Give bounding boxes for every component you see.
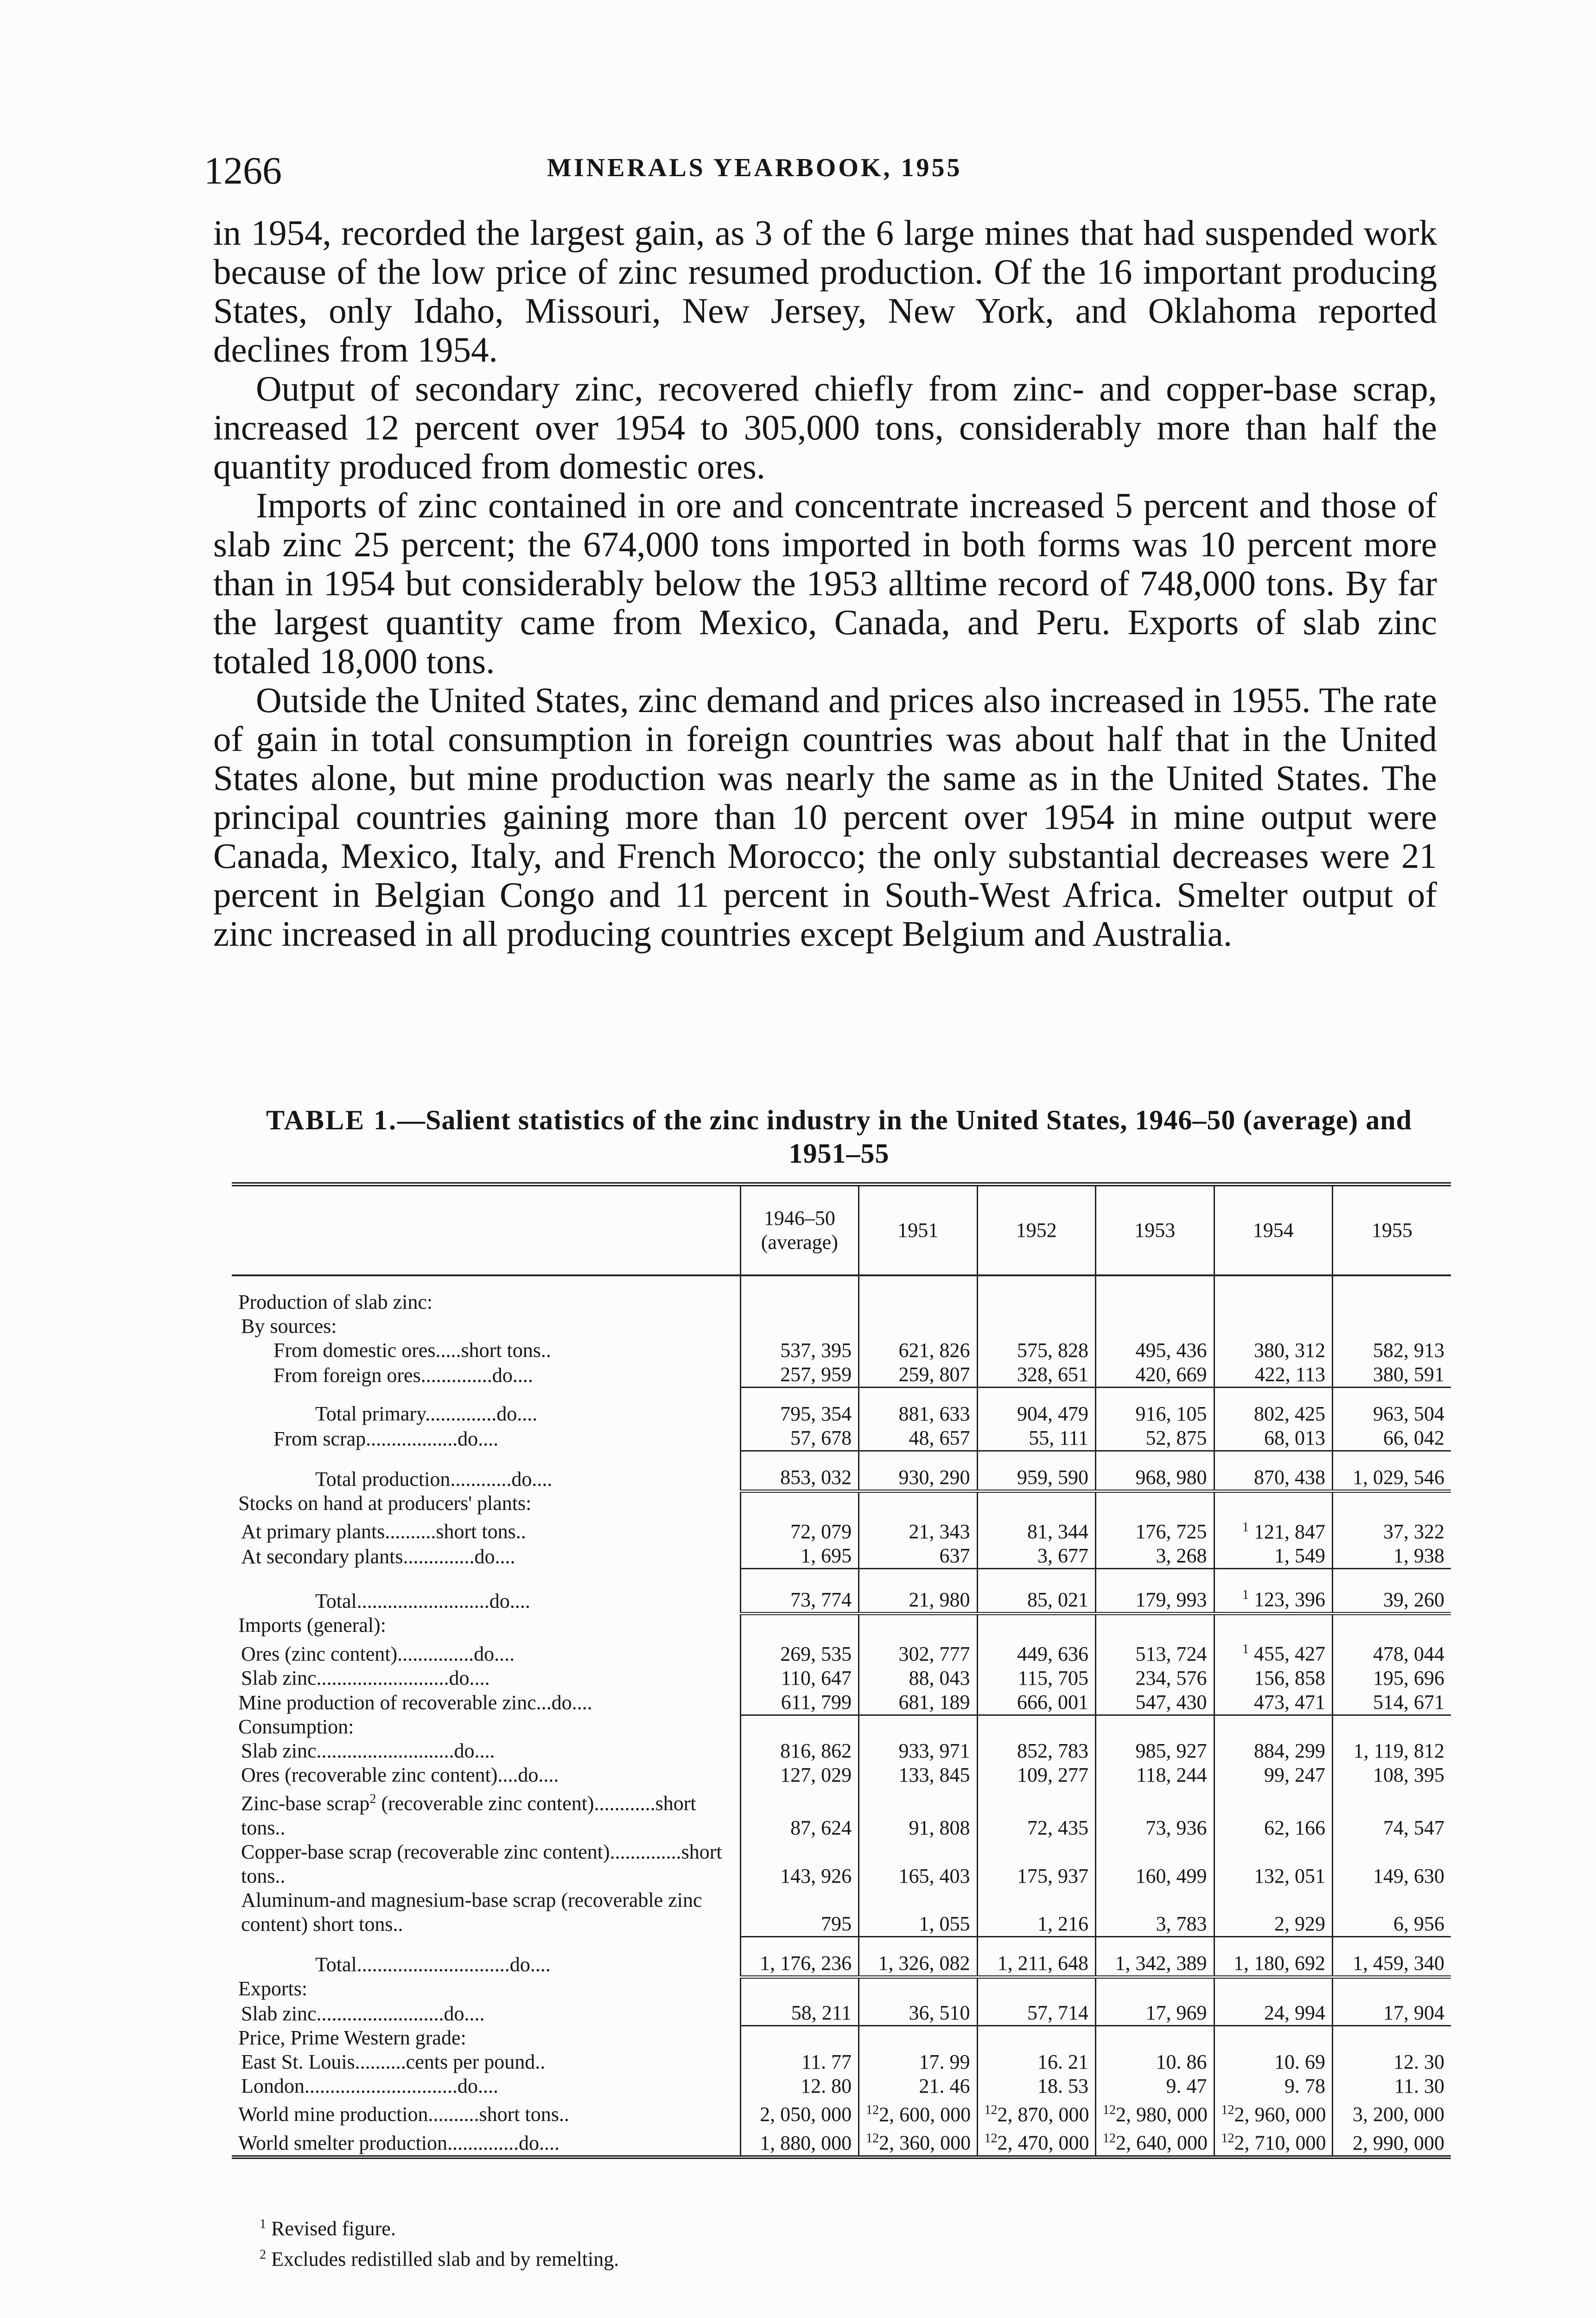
cell: 11. 77 <box>740 2050 858 2074</box>
cell: 72, 079 <box>740 1516 858 1544</box>
cell: 853, 032 <box>740 1465 858 1491</box>
table-row <box>232 1491 1451 1516</box>
cell: 1, 216 <box>977 1888 1095 1936</box>
column-header: 1955 <box>1333 1184 1451 1276</box>
footnote-ref: 12 <box>1221 2102 1234 2117</box>
cell: 611, 799 <box>740 1690 858 1715</box>
cell: 11. 30 <box>1333 2074 1451 2098</box>
cell: 478, 044 <box>1333 1637 1451 1666</box>
cell: 12. 80 <box>740 2074 858 2098</box>
table-row <box>232 1338 1451 1363</box>
footnotes <box>260 2211 619 2272</box>
cell: 81, 344 <box>977 1516 1095 1544</box>
table-row <box>232 2074 1451 2098</box>
cell: $^{12}$2, 960, 000 <box>1214 2098 1332 2127</box>
cell: 582, 913 <box>1333 1338 1451 1363</box>
row-label: East St. Louis..........cents per pound.. <box>241 2050 546 2073</box>
cell: 127, 029 <box>740 1763 858 1787</box>
cell: 575, 828 <box>977 1338 1095 1363</box>
cell: 21, 980 <box>859 1583 977 1613</box>
cell: 165, 403 <box>859 1840 977 1888</box>
cell: 16. 21 <box>977 2050 1095 2074</box>
table-row <box>232 1666 1451 1690</box>
cell: 259, 807 <box>859 1363 977 1388</box>
table-row <box>232 2050 1451 2074</box>
cell: 1, 342, 389 <box>1096 1951 1214 1977</box>
cell: 160, 499 <box>1096 1840 1214 1888</box>
cell: 115, 705 <box>977 1666 1095 1690</box>
footnote-ref: 1 <box>1242 1642 1249 1657</box>
cell: 884, 299 <box>1214 1739 1332 1763</box>
footnote-ref: 12 <box>866 2131 879 2146</box>
cell: 55, 111 <box>977 1426 1095 1451</box>
cell: 985, 927 <box>1096 1739 1214 1763</box>
cell: 3, 783 <box>1096 1888 1214 1936</box>
cell: 637 <box>859 1544 977 1569</box>
table-row <box>232 1516 1451 1544</box>
cell: 149, 630 <box>1333 1840 1451 1888</box>
cell: 73, 936 <box>1096 1787 1214 1840</box>
row-label: World smelter production..............do.... <box>232 2127 740 2157</box>
row-label: Zinc-base scrap$^2$ (recoverable zinc content)............short tons.. <box>241 1792 696 1840</box>
column-header: 1954 <box>1214 1184 1332 1276</box>
table-row <box>232 1715 1451 1739</box>
cell: $^{12}$2, 470, 000 <box>977 2127 1095 2157</box>
table-row <box>232 1426 1451 1451</box>
row-label: Total primary..............do.... <box>315 1402 538 1425</box>
cell: 302, 777 <box>859 1637 977 1666</box>
cell: $^{12}$2, 980, 000 <box>1096 2098 1214 2127</box>
footnote-ref: 12 <box>984 2102 998 2117</box>
cell: 62, 166 <box>1214 1787 1332 1840</box>
cell: 681, 189 <box>859 1690 977 1715</box>
cell: 133, 845 <box>859 1763 977 1787</box>
cell: 21, 343 <box>859 1516 977 1544</box>
cell: 1, 880, 000 <box>740 2127 858 2157</box>
cell: 39, 260 <box>1333 1583 1451 1613</box>
cell: $^{12}$2, 600, 000 <box>859 2098 977 2127</box>
cell: 1, 459, 340 <box>1333 1951 1451 1977</box>
cell: 48, 657 <box>859 1426 977 1451</box>
row-label: Ores (zinc content)...............do.... <box>241 1642 515 1665</box>
cell: 156, 858 <box>1214 1666 1332 1690</box>
table-row <box>232 1402 1451 1426</box>
cell: 537, 395 <box>740 1338 858 1363</box>
cell: 6, 956 <box>1333 1888 1451 1936</box>
cell: 57, 714 <box>977 2001 1095 2026</box>
cell: 52, 875 <box>1096 1426 1214 1451</box>
table-caption <box>232 1103 1446 1170</box>
stub-header <box>232 1184 740 1276</box>
row-label: Ores (recoverable zinc content)....do.... <box>241 1764 559 1787</box>
cell: 802, 425 <box>1214 1402 1332 1426</box>
cell: 547, 430 <box>1096 1690 1214 1715</box>
row-label: Aluminum-and magnesium-base scrap (recoverable zinc content) short tons.. <box>241 1889 702 1936</box>
cell: 514, 671 <box>1333 1690 1451 1715</box>
footnote-ref: 1 <box>1242 1520 1249 1535</box>
paragraph: Output of secondary zinc, recovered chiefly from zinc- and copper-base scrap, increased 12 percent over 1954 to 305,000 tons, considerably more than half the quantity produced from domestic ores. <box>213 369 1437 486</box>
cell: 795 <box>740 1888 858 1936</box>
cell: 17, 904 <box>1333 2001 1451 2026</box>
cell: $^{12}$2, 710, 000 <box>1214 2127 1332 2157</box>
cell: 1, 180, 692 <box>1214 1951 1332 1977</box>
cell: 109, 277 <box>977 1763 1095 1787</box>
cell: 18. 53 <box>977 2074 1095 2098</box>
row-label: By sources: <box>241 1315 337 1337</box>
table-row <box>232 2098 1451 2127</box>
cell: 234, 576 <box>1096 1666 1214 1690</box>
column-header: 1952 <box>977 1184 1095 1276</box>
cell: 1, 695 <box>740 1544 858 1569</box>
table-row <box>232 2001 1451 2026</box>
row-label: Total..............................do.... <box>315 1953 551 1976</box>
row-label: Slab zinc...........................do.... <box>241 1739 495 1763</box>
footnote-ref: 12 <box>1221 2131 1234 2146</box>
table-row <box>232 1690 1451 1715</box>
cell: 930, 290 <box>859 1465 977 1491</box>
cell: 881, 633 <box>859 1402 977 1426</box>
cell: $^1$ 123, 396 <box>1214 1583 1332 1613</box>
row-label: Imports (general): <box>238 1614 386 1637</box>
row-label: World mine production..........short tons.. <box>238 2103 569 2126</box>
cell: $^1$ 121, 847 <box>1214 1516 1332 1544</box>
cell: 12. 30 <box>1333 2050 1451 2074</box>
cell: 959, 590 <box>977 1465 1095 1491</box>
cell: 87, 624 <box>740 1787 858 1840</box>
page-number: 1266 <box>204 149 282 192</box>
cell: 852, 783 <box>977 1739 1095 1763</box>
cell: 110, 647 <box>740 1666 858 1690</box>
table-row <box>232 1977 1451 2001</box>
table-row <box>232 1583 1451 1613</box>
paragraph: Imports of zinc contained in ore and concentrate increased 5 percent and those of slab zinc 25 percent; the 674,000 tons imported in both forms was 10 percent more than in 1954 but considerably below the 1953 alltime record of 748,000 tons. By far the largest quantity came from Mexico, Canada, and Peru. Exports of slab zinc totaled 18,000 tons. <box>213 485 1437 681</box>
row-label: Production of slab zinc: <box>238 1291 433 1313</box>
row-label: From scrap..................do.... <box>273 1427 499 1450</box>
row-label: Exports: <box>238 1977 308 2000</box>
cell: 621, 826 <box>859 1338 977 1363</box>
cell: 1, 029, 546 <box>1333 1465 1451 1491</box>
footnote: $^2$ Excludes redistilled slab and by remelting. <box>260 2247 619 2271</box>
paragraph: Outside the United States, zinc demand and prices also increased in 1955. The rate of gain in total consumption in foreign countries was about half that in the United States alone, but mine production was nearly the same as in the United States. The principal countries gaining more than 10 percent over 1954 in mine output were Canada, Mexico, Italy, and French Morocco; the only substantial decreases were 21 percent in Belgian Congo and 11 percent in South-West Africa. Smelter output of zinc increased in all producing countries except Belgium and Australia. <box>213 680 1437 954</box>
table-row <box>232 1363 1451 1388</box>
body-text <box>213 213 1437 953</box>
cell: $^{12}$2, 640, 000 <box>1096 2127 1214 2157</box>
table-header-row <box>232 1184 1451 1276</box>
footnote-ref: 2 <box>369 1792 376 1807</box>
cell: 132, 051 <box>1214 1840 1332 1888</box>
cell: 1, 176, 236 <box>740 1951 858 1977</box>
cell: 1, 211, 648 <box>977 1951 1095 1977</box>
row-label: Total..........................do.... <box>315 1590 530 1613</box>
table-row <box>232 1840 1451 1888</box>
cell: 3, 677 <box>977 1544 1095 1569</box>
column-header: 1951 <box>859 1184 977 1276</box>
cell: 1, 938 <box>1333 1544 1451 1569</box>
cell: 816, 862 <box>740 1739 858 1763</box>
table-row <box>232 1951 1451 1977</box>
cell: 968, 980 <box>1096 1465 1214 1491</box>
cell: 36, 510 <box>859 2001 977 2026</box>
row-label: Total production............do.... <box>315 1467 553 1490</box>
cell: 10. 69 <box>1214 2050 1332 2074</box>
cell: 108, 395 <box>1333 1763 1451 1787</box>
cell: 420, 669 <box>1096 1363 1214 1388</box>
cell: 1, 549 <box>1214 1544 1332 1569</box>
footnote-ref: 12 <box>1103 2131 1116 2146</box>
row-label: Price, Prime Western grade: <box>238 2026 466 2049</box>
table-caption-lead: TABLE 1. <box>266 1105 398 1135</box>
cell: 380, 312 <box>1214 1338 1332 1363</box>
table-row <box>232 1787 1451 1840</box>
cell: 195, 696 <box>1333 1666 1451 1690</box>
cell: 1, 055 <box>859 1888 977 1936</box>
cell: 963, 504 <box>1333 1402 1451 1426</box>
cell: 73, 774 <box>740 1583 858 1613</box>
cell: 72, 435 <box>977 1787 1095 1840</box>
table-row <box>232 1763 1451 1787</box>
running-header <box>204 148 1465 199</box>
cell: 328, 651 <box>977 1363 1095 1388</box>
footnote-ref: 12 <box>866 2102 879 2117</box>
cell: 257, 959 <box>740 1363 858 1388</box>
paragraph: in 1954, recorded the largest gain, as 3 of the 6 large mines that had suspended work because of the low price of zinc resumed production. Of the 16 important producing States, only Idaho, Missouri, New Jersey, New York, and Oklahoma reported declines from 1954. <box>213 213 1437 369</box>
cell: 176, 725 <box>1096 1516 1214 1544</box>
cell: 1, 119, 812 <box>1333 1739 1451 1763</box>
row-label: Stocks on hand at producers' plants: <box>238 1491 532 1515</box>
table-row <box>232 2026 1451 2050</box>
cell: 473, 471 <box>1214 1690 1332 1715</box>
row-label: Slab zinc.........................do.... <box>241 2002 485 2025</box>
row-label: London..............................do.... <box>241 2074 498 2097</box>
cell: 3, 200, 000 <box>1333 2098 1451 2127</box>
cell: 269, 535 <box>740 1637 858 1666</box>
cell: 179, 993 <box>1096 1583 1214 1613</box>
cell: 933, 971 <box>859 1739 977 1763</box>
footnote-ref: 12 <box>1103 2102 1116 2117</box>
cell: 422, 113 <box>1214 1363 1332 1388</box>
cell: 870, 438 <box>1214 1465 1332 1491</box>
cell: 37, 322 <box>1333 1516 1451 1544</box>
table-row <box>232 1637 1451 1666</box>
table-row <box>232 1544 1451 1569</box>
row-label: Consumption: <box>238 1715 354 1738</box>
cell: 57, 678 <box>740 1426 858 1451</box>
cell: 68, 013 <box>1214 1426 1332 1451</box>
cell: 85, 021 <box>977 1583 1095 1613</box>
cell: 2, 929 <box>1214 1888 1332 1936</box>
cell: 91, 808 <box>859 1787 977 1840</box>
running-title: MINERALS YEARBOOK, 1955 <box>547 153 962 182</box>
column-header: 1953 <box>1096 1184 1214 1276</box>
salient-statistics-table <box>232 1182 1451 2159</box>
cell: 143, 926 <box>740 1840 858 1888</box>
cell: 3, 268 <box>1096 1544 1214 1569</box>
cell: 795, 354 <box>740 1402 858 1426</box>
row-label: At secondary plants..............do.... <box>241 1545 515 1568</box>
cell: 2, 990, 000 <box>1333 2127 1451 2157</box>
cell: 21. 46 <box>859 2074 977 2098</box>
cell: 9. 78 <box>1214 2074 1332 2098</box>
row-label: At primary plants..........short tons.. <box>241 1520 526 1543</box>
column-header: 1946–50 (average) <box>740 1184 858 1276</box>
cell: 513, 724 <box>1096 1637 1214 1666</box>
row-label: Mine production of recoverable zinc...do.... <box>238 1691 592 1714</box>
cell: 904, 479 <box>977 1402 1095 1426</box>
cell: 17, 969 <box>1096 2001 1214 2026</box>
row-label: From domestic ores.....short tons.. <box>273 1339 551 1362</box>
cell: 1, 326, 082 <box>859 1951 977 1977</box>
table-row <box>232 1290 1451 1314</box>
cell: 88, 043 <box>859 1666 977 1690</box>
cell: $^{12}$2, 870, 000 <box>977 2098 1095 2127</box>
cell: 10. 86 <box>1096 2050 1214 2074</box>
row-label: Slab zinc..........................do.... <box>241 1666 490 1689</box>
cell: 495, 436 <box>1096 1338 1214 1363</box>
cell: 916, 105 <box>1096 1402 1214 1426</box>
cell: 17. 99 <box>859 2050 977 2074</box>
cell: 175, 937 <box>977 1840 1095 1888</box>
table-row <box>232 1739 1451 1763</box>
cell: 449, 636 <box>977 1637 1095 1666</box>
footnote-ref: 1 <box>1242 1588 1249 1603</box>
cell: 118, 244 <box>1096 1763 1214 1787</box>
table-row <box>232 1613 1451 1637</box>
table-caption-text: —Salient statistics of the zinc industry in the United States, 1946–50 (average) and 1951–55 <box>397 1105 1412 1169</box>
cell: 9. 47 <box>1096 2074 1214 2098</box>
cell: 24, 994 <box>1214 2001 1332 2026</box>
cell: 99, 247 <box>1214 1763 1332 1787</box>
row-label: From foreign ores..............do.... <box>273 1363 533 1387</box>
cell: 58, 211 <box>740 2001 858 2026</box>
table-row <box>232 2127 1451 2157</box>
table-row <box>232 1314 1451 1338</box>
cell: $^1$ 455, 427 <box>1214 1637 1332 1666</box>
table-row <box>232 1465 1451 1491</box>
cell: 2, 050, 000 <box>740 2098 858 2127</box>
cell: 66, 042 <box>1333 1426 1451 1451</box>
row-label: Copper-base scrap (recoverable zinc content)..............short tons.. <box>241 1840 722 1888</box>
table-row <box>232 1888 1451 1936</box>
table-row <box>232 1275 1451 1290</box>
cell: 666, 001 <box>977 1690 1095 1715</box>
cell: 380, 591 <box>1333 1363 1451 1388</box>
footnote: $^1$ Revised figure. <box>260 2217 396 2240</box>
footnote-ref: 12 <box>984 2131 998 2146</box>
cell: $^{12}$2, 360, 000 <box>859 2127 977 2157</box>
cell: 74, 547 <box>1333 1787 1451 1840</box>
